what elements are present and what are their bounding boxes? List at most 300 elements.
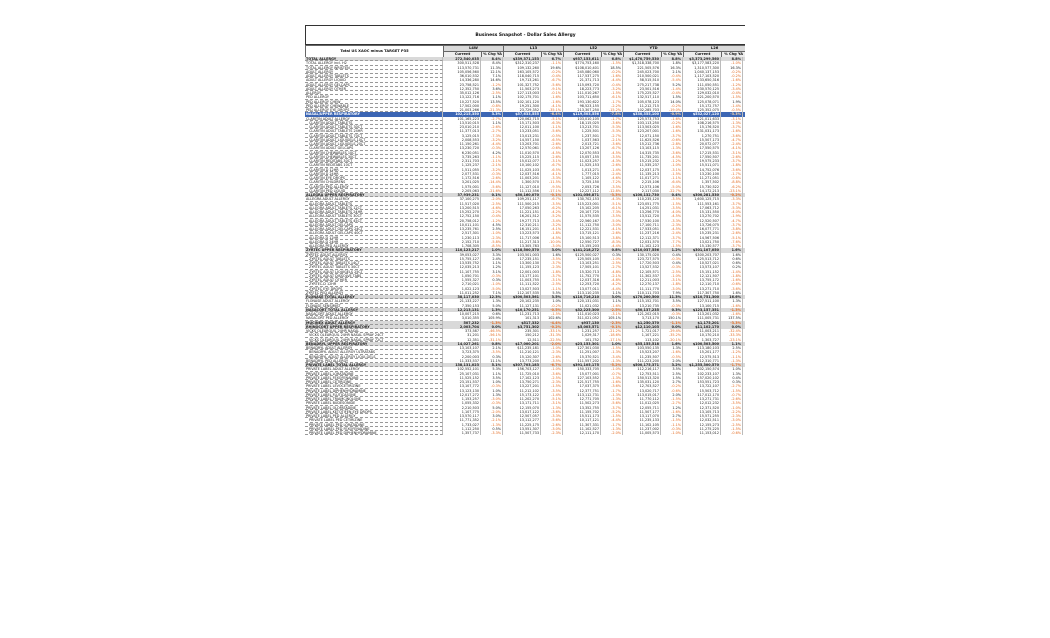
pct-chg-cell: -4.3% xyxy=(601,197,623,201)
current-cell: 103,113,250 xyxy=(623,121,661,125)
current-cell: 13,103,115 xyxy=(623,146,661,150)
current-cell: 7,350,153 xyxy=(443,304,481,308)
row-label: ADULT ALLERGY OTHER xyxy=(305,87,443,91)
pct-chg-cell: -2.3% xyxy=(541,431,563,435)
pct-chg-cell: -4.7% xyxy=(721,138,743,142)
current-cell: 112,310,771 xyxy=(683,359,721,363)
pct-chg-cell: -1.0% xyxy=(721,406,743,410)
current-cell: 31,201 xyxy=(443,333,481,337)
current-cell: 15,225,115 xyxy=(503,155,541,159)
pct-chg-cell: 1.3% xyxy=(721,299,743,303)
pct-chg-cell: 5.1% xyxy=(481,363,503,367)
current-cell: 6,230,051 xyxy=(443,151,481,155)
table-row xyxy=(305,431,745,435)
current-cell: 15,102,205 xyxy=(563,206,601,210)
pct-chg-cell: -4.2% xyxy=(601,282,623,286)
current-cell: 17,235,151 xyxy=(503,257,541,261)
pct-chg-cell: -1.3% xyxy=(601,359,623,363)
row-label: ZYRTEC ADULT LIQUIGELS 25CT xyxy=(305,270,443,274)
current-cell: 13,210,735 xyxy=(623,304,661,308)
pct-chg-cell: -3.6% xyxy=(601,384,623,388)
pct-chg-cell: 1.3% xyxy=(481,393,503,397)
current-cell: 12,550,727 xyxy=(563,240,601,244)
pct-chg-cell: -8.3% xyxy=(601,240,623,244)
current-cell: 102,233,107 xyxy=(683,372,721,376)
pct-chg-cell: -3.5% xyxy=(661,206,683,210)
pct-chg-cell: -2.0% xyxy=(481,197,503,201)
current-cell: 21,133,227 xyxy=(443,299,481,303)
pct-chg-cell: -4.5% xyxy=(601,151,623,155)
pct-chg-cell: -0.3% xyxy=(481,172,503,176)
current-cell: 13,270,702 xyxy=(683,214,721,218)
pct-chg-cell: -4.1% xyxy=(541,172,563,176)
pct-chg-cell: -1.2% xyxy=(481,83,503,87)
current-cell: 17,102,123 xyxy=(503,376,541,380)
pct-chg-cell: -3.0% xyxy=(661,287,683,291)
current-cell: 1,357,737 xyxy=(443,431,481,435)
row-label: CLARITIN CHEWABLES 10CT xyxy=(305,151,443,155)
current-cell: 121,202,015 xyxy=(623,312,661,316)
pct-chg-cell: -3.7% xyxy=(541,274,563,278)
current-cell: 12,112,371 xyxy=(623,236,661,240)
pct-chg-cell: 1.2% xyxy=(661,248,683,252)
current-cell: $35,155,518 xyxy=(623,342,661,346)
pct-chg-cell: 0.0% xyxy=(661,325,683,329)
pct-chg-cell: 16.3% xyxy=(661,66,683,70)
pct-chg-cell: -2.3% xyxy=(601,321,623,325)
row-label: PRIVATE LABEL PED ALLERGY xyxy=(305,414,443,418)
current-cell: 13,773,200 xyxy=(503,359,541,363)
subheader-pct-chg: % Chg YA xyxy=(543,52,562,56)
pct-chg-cell: -0.5% xyxy=(541,134,563,138)
current-cell: 15,171,503 xyxy=(503,121,541,125)
pct-chg-cell: -2.3% xyxy=(541,380,563,384)
row-label: PRIVATE LABEL LORATADINE xyxy=(305,372,443,376)
current-cell: $1,250,370 xyxy=(623,321,661,325)
pct-chg-cell: -0.3% xyxy=(661,257,683,261)
pct-chg-cell: -5.2% xyxy=(601,410,623,414)
pct-chg-cell: 1.0% xyxy=(601,342,623,346)
current-cell: 14,251,031 xyxy=(623,206,661,210)
pct-chg-cell: -4.0% xyxy=(661,210,683,214)
current-cell: $119,503,556 xyxy=(563,112,601,116)
current-cell: 11,102,123 xyxy=(623,244,661,248)
current-cell: 123,727,575 xyxy=(623,257,661,261)
pct-chg-cell: -3.6% xyxy=(721,134,743,138)
current-cell: 111,553,161 xyxy=(683,202,721,206)
pct-chg-cell: -1.0% xyxy=(661,431,683,435)
current-cell: 11,770,112 xyxy=(623,397,661,401)
current-cell: 12,070,553 xyxy=(563,151,601,155)
pct-chg-cell: -1.6% xyxy=(721,278,743,282)
pct-chg-cell: -4.4% xyxy=(601,287,623,291)
current-cell: 101,313 xyxy=(503,316,541,320)
current-cell: 12,155,070 xyxy=(503,406,541,410)
pct-chg-cell: -1.1% xyxy=(541,125,563,129)
current-cell: 23,501,516 xyxy=(623,87,661,91)
pct-chg-cell: -1.5% xyxy=(721,427,743,431)
row-label: BENADRYL ADULT ALLERGY xyxy=(305,346,443,350)
current-cell: 38,117,030 xyxy=(443,295,481,299)
pct-chg-cell: -5.0% xyxy=(661,185,683,189)
pct-chg-cell: -1.7% xyxy=(721,363,743,367)
pct-chg-cell: 2.5% xyxy=(661,372,683,376)
current-cell: 23,729,352 xyxy=(503,108,541,112)
row-label: PRIVATE LABEL FLUTICASONE xyxy=(305,393,443,397)
current-cell: 12,111,170 xyxy=(563,431,601,435)
current-cell: 20,758,012 xyxy=(443,219,481,223)
pct-chg-cell: 1.0% xyxy=(481,248,503,252)
current-cell: 11,525,152 xyxy=(443,376,481,380)
current-cell: 1,055,332 xyxy=(443,401,481,405)
pct-chg-cell: 6.7% xyxy=(541,57,563,61)
current-cell: 103,501,003 xyxy=(503,253,541,257)
pct-chg-cell: -3.7% xyxy=(601,406,623,410)
pct-chg-cell: -0.5% xyxy=(541,308,563,312)
row-label: PRIVATE LABEL KETOTIFEN EYE DROPS xyxy=(305,410,443,414)
current-cell: 15,235,231 xyxy=(683,231,721,235)
row-label: CLARITIN D 24HR xyxy=(305,172,443,176)
current-cell: 11,021,032 xyxy=(563,304,601,308)
current-cell: 2,077,531 xyxy=(443,172,481,176)
pct-chg-cell: 11.1% xyxy=(481,359,503,363)
current-cell: 15,176,520 xyxy=(683,125,721,129)
pct-chg-cell: 1.3% xyxy=(481,299,503,303)
pct-chg-cell: 8.4% xyxy=(481,61,503,65)
current-cell: 12,035,213 xyxy=(443,265,481,269)
pct-chg-cell: -1.1% xyxy=(721,355,743,359)
subheader-current: Current xyxy=(564,52,602,58)
pct-chg-cell: -0.4% xyxy=(721,91,743,95)
pct-chg-cell: -4.8% xyxy=(601,270,623,274)
pct-chg-cell: 150.1% xyxy=(661,316,683,320)
current-cell: 16,201,512 xyxy=(503,214,541,218)
pct-chg-cell: 7.9% xyxy=(661,291,683,295)
pct-chg-cell: -3.5% xyxy=(541,389,563,393)
pct-chg-cell: -35.2% xyxy=(661,333,683,337)
current-cell: 16,151,201 xyxy=(503,227,541,231)
current-cell: 125,573,753 xyxy=(623,117,661,121)
pct-chg-cell: -1.0% xyxy=(661,274,683,278)
pct-chg-cell: -2.6% xyxy=(721,397,743,401)
pct-chg-cell: 1.8% xyxy=(661,61,683,65)
current-cell: 111,500,215 xyxy=(503,202,541,206)
pct-chg-cell: -2.6% xyxy=(601,163,623,167)
pct-chg-cell: 1.9% xyxy=(721,100,743,104)
current-cell: 102,552,101 xyxy=(443,367,481,371)
pct-chg-cell: -3.6% xyxy=(541,372,563,376)
pct-chg-cell: -1.3% xyxy=(601,427,623,431)
current-cell: 156,703,127 xyxy=(503,367,541,371)
current-cell: 1,575,001 xyxy=(443,185,481,189)
pct-chg-cell: -3.1% xyxy=(661,168,683,172)
current-cell: 1,237,501 xyxy=(563,134,601,138)
pct-chg-cell: -5.2% xyxy=(601,363,623,367)
row-label: ALLEGRA ADULT TABLETS 12CT xyxy=(305,206,443,210)
current-cell: 103,010,105 xyxy=(563,117,601,121)
current-cell: 11,112,556 xyxy=(503,189,541,193)
pct-chg-cell: 1.0% xyxy=(541,299,563,303)
current-cell: 13,123,130 xyxy=(443,389,481,393)
current-cell: 12,573,106 xyxy=(623,185,661,189)
current-cell: 17,720,503 xyxy=(623,261,661,265)
current-cell: 13,235,761 xyxy=(443,227,481,231)
current-cell: 13,230,100 xyxy=(683,172,721,176)
row-label: ALLEGRA ADULT ALLERGY xyxy=(305,197,443,201)
row-label: VICKS QLEARQUIL 24HR NASAL SPRAY 24CT xyxy=(305,333,443,337)
pct-chg-cell: 1.1% xyxy=(481,95,503,99)
pct-chg-cell: -1.1% xyxy=(541,61,563,65)
pct-chg-cell: 105.9% xyxy=(481,316,503,320)
pct-chg-cell: -3.7% xyxy=(721,125,743,129)
current-cell: 110,123,217 xyxy=(443,248,481,252)
current-cell: 120,131,031 xyxy=(563,299,601,303)
pct-chg-cell: -1.6% xyxy=(721,312,743,316)
pct-chg-cell: -15.2% xyxy=(601,108,623,112)
pct-chg-cell: -3.6% xyxy=(541,410,563,414)
current-cell: $101,056,871 xyxy=(563,193,601,197)
current-cell: 2,210,503 xyxy=(443,406,481,410)
row-label: ADULT ALLERGY GELCAPS xyxy=(305,83,443,87)
row-label: ALLERGY xyxy=(305,91,443,95)
pct-chg-cell: -4.3% xyxy=(601,159,623,163)
current-cell: 3,725,150 xyxy=(563,180,601,184)
pct-chg-cell: 0.5% xyxy=(481,427,503,431)
pct-chg-cell: -3.1% xyxy=(601,312,623,316)
pct-chg-cell: -0.2% xyxy=(601,70,623,74)
current-cell: 245,023,700 xyxy=(623,70,661,74)
current-cell: 11,251,007 xyxy=(563,350,601,354)
current-cell: 35,012,126 xyxy=(443,91,481,95)
current-cell: 13,551,307 xyxy=(503,427,541,431)
pct-chg-cell: -6.5% xyxy=(541,168,563,172)
current-cell: 12,121,507 xyxy=(683,274,721,278)
pct-chg-cell: 2.5% xyxy=(481,227,503,231)
pct-chg-cell: 1.1% xyxy=(481,121,503,125)
current-cell: 20,072,077 xyxy=(683,142,721,146)
current-cell: 11,202,270 xyxy=(503,397,541,401)
pct-chg-cell: 3.5% xyxy=(661,299,683,303)
pct-chg-cell: -1.3% xyxy=(541,406,563,410)
pct-chg-cell: -1.6% xyxy=(661,117,683,121)
current-cell: 11,112,750 xyxy=(563,223,601,227)
current-cell: 11,517,020 xyxy=(443,202,481,206)
row-label: ALLEGRA ADULT TABLETS 24HR xyxy=(305,210,443,214)
current-cell: 111,050,551 xyxy=(683,83,721,87)
row-label: NASACORT PED ALLERGY xyxy=(305,316,443,320)
current-cell: 123,051,775 xyxy=(623,202,661,206)
row-label: NASAL/UPPER RESPIRATORY xyxy=(305,112,443,116)
pct-chg-cell: -1.6% xyxy=(661,350,683,354)
current-cell: $118,500,570 xyxy=(503,248,541,252)
current-cell: $312,310,237 xyxy=(503,61,541,65)
current-cell: $300,203,707 xyxy=(683,253,721,257)
pct-chg-cell: -0.6% xyxy=(661,389,683,393)
pct-chg-cell: -21.3% xyxy=(481,108,503,112)
pct-chg-cell: -1.0% xyxy=(481,231,503,235)
pct-chg-cell: -1.6% xyxy=(721,129,743,133)
pct-chg-cell: -5.8% xyxy=(481,240,503,244)
current-cell: 300,511,528 xyxy=(443,61,481,65)
current-cell: 109,251,117 xyxy=(503,197,541,201)
current-cell: 13,527,532 xyxy=(623,265,661,269)
current-cell: 12,037,516 xyxy=(503,172,541,176)
current-cell: $210,037,556 xyxy=(623,248,661,252)
current-cell: 13,227,201 xyxy=(503,384,541,388)
current-cell: 127,103,552 xyxy=(563,376,601,380)
current-cell: $3,177,583,220 xyxy=(683,61,721,65)
pct-chg-cell: 1.1% xyxy=(601,291,623,295)
pct-chg-cell: 5.5% xyxy=(541,291,563,295)
pct-chg-cell: -1.7% xyxy=(601,100,623,104)
current-cell: $300,281,530 xyxy=(683,193,721,197)
row-label: MUCINEX ADULT ALLERGY xyxy=(305,321,443,325)
pct-chg-cell: -3.3% xyxy=(541,414,563,418)
row-label: ZYRTEC-D 12HR xyxy=(305,282,443,286)
current-cell: 2,013,721 xyxy=(563,142,601,146)
pct-chg-cell: -6.7% xyxy=(541,197,563,201)
current-cell: 117,307,750 xyxy=(683,291,721,295)
pct-chg-cell: -0.4% xyxy=(661,91,683,95)
current-cell: 11,155,702 xyxy=(563,410,601,414)
pct-chg-cell: -5.1% xyxy=(541,397,563,401)
current-cell: 1,708,305 xyxy=(443,244,481,248)
current-cell: 13,271,710 xyxy=(683,287,721,291)
current-cell: 1,721,017 xyxy=(623,329,661,333)
current-cell: 11,005,573 xyxy=(623,431,661,435)
pct-chg-cell: 1.6% xyxy=(541,253,563,257)
pct-chg-cell: -1.7% xyxy=(601,389,623,393)
pct-chg-cell: -6.1% xyxy=(601,95,623,99)
pct-chg-cell: -21.6% xyxy=(481,189,503,193)
current-cell: 18,115,025 xyxy=(563,121,601,125)
current-cell: 13,271,731 xyxy=(683,397,721,401)
pct-chg-cell: -2.4% xyxy=(601,172,623,176)
row-label: BENADRYL ADULT ALLERGY ULTRATABS xyxy=(305,350,443,354)
current-cell: 12,507,057 xyxy=(503,414,541,418)
pct-chg-cell: -2.2% xyxy=(601,104,623,108)
pct-chg-cell: -1.1% xyxy=(661,423,683,427)
pct-chg-cell: -4.5% xyxy=(661,214,683,218)
pct-chg-cell: -1.7% xyxy=(601,423,623,427)
row-label: CLARITIN ADULT LIQUIGELS 10CT xyxy=(305,138,443,142)
pct-chg-cell: 11.3% xyxy=(661,295,683,299)
row-label: PRIVATE LABEL PED CETIRIZINE xyxy=(305,418,443,422)
current-cell: 11,625,526 xyxy=(623,138,661,142)
pct-chg-cell: -3.0% xyxy=(541,244,563,248)
pct-chg-cell: -0.6% xyxy=(541,146,563,150)
pct-chg-cell: 0.1% xyxy=(481,193,503,197)
current-cell: 13,200,515 xyxy=(443,206,481,210)
row-label: CLARITIN ADULT TABLETS 30CT xyxy=(305,125,443,129)
current-cell: 118,040,715 xyxy=(503,74,541,78)
pct-chg-cell: -0.2% xyxy=(541,70,563,74)
pct-chg-cell: -5.3% xyxy=(601,125,623,129)
pct-chg-cell: -4.4% xyxy=(601,78,623,82)
current-cell: 15,507,173 xyxy=(683,138,721,142)
current-cell: 39,053,027 xyxy=(443,253,481,257)
current-cell: 14,315,735 xyxy=(623,151,661,155)
current-cell: 121,011,633 xyxy=(683,117,721,121)
current-cell: 13,100,715 xyxy=(683,304,721,308)
pct-chg-cell: -17.1% xyxy=(601,338,623,342)
current-cell: $170,200,500 xyxy=(623,295,661,299)
pct-chg-cell: -3.8% xyxy=(601,236,623,240)
current-cell: $301,107,050 xyxy=(683,248,721,252)
pct-chg-cell: -0.6% xyxy=(661,138,683,142)
current-cell: 15,057,155 xyxy=(563,155,601,159)
pct-chg-cell: -3.0% xyxy=(601,223,623,227)
row-label: PRIVATE LABEL BUDESONIDE xyxy=(305,401,443,405)
current-cell: 19,277,713 xyxy=(503,219,541,223)
current-cell: 11,507,177 xyxy=(623,410,661,414)
pct-chg-cell: -1.2% xyxy=(721,350,743,354)
row-label: ALLEGRA ADULT GELCAPS 40CT xyxy=(305,231,443,235)
current-cell: 11,212,102 xyxy=(503,389,541,393)
pct-chg-cell: -2.4% xyxy=(661,231,683,235)
pct-chg-cell: -4.4% xyxy=(601,418,623,422)
current-cell: $5,003,571 xyxy=(563,325,601,329)
current-cell: 275,217,738 xyxy=(623,83,661,87)
pct-chg-cell: -3.7% xyxy=(721,244,743,248)
pct-chg-cell: -1.3% xyxy=(481,321,503,325)
current-cell: 13,535,752 xyxy=(443,261,481,265)
current-cell: 213,307,250 xyxy=(563,108,601,112)
row-label: TOTAL ALLERGY WRISTEN xyxy=(305,66,443,70)
current-cell: 12,511 xyxy=(503,338,541,342)
pct-chg-cell: -9.5% xyxy=(541,185,563,189)
pct-chg-cell: -3.7% xyxy=(661,236,683,240)
pct-chg-cell: -11.5% xyxy=(541,180,563,184)
current-cell: 13,750,271 xyxy=(503,380,541,384)
pct-chg-cell: 6.8% xyxy=(601,57,623,61)
current-cell: $300,503,561 xyxy=(503,295,541,299)
pct-chg-cell: -1.0% xyxy=(721,61,743,65)
pct-chg-cell: 3.5% xyxy=(481,376,503,380)
pct-chg-cell: 3.5% xyxy=(541,295,563,299)
current-cell: 15,370,521 xyxy=(563,355,601,359)
current-cell: 1,117,103,520 xyxy=(683,74,721,78)
current-cell: 17,037,375 xyxy=(563,384,601,388)
current-cell: 20,107,725 xyxy=(563,210,601,214)
current-cell: 11,217,313 xyxy=(503,240,541,244)
current-cell: 272,540,035 xyxy=(443,57,481,61)
current-cell: 13,177,101 xyxy=(503,274,541,278)
current-cell: 13,573,107 xyxy=(683,265,721,269)
pct-chg-cell: -2.5% xyxy=(721,423,743,427)
row-label: CLARITIN REDITABS 10CT xyxy=(305,163,443,167)
pct-chg-cell: 3.0% xyxy=(601,295,623,299)
current-cell: 1,230,113 xyxy=(443,236,481,240)
pct-chg-cell: -1.8% xyxy=(541,270,563,274)
current-cell: 11,271,051 xyxy=(683,176,721,180)
pct-chg-cell: 0.3% xyxy=(481,278,503,282)
pct-chg-cell: -4.5% xyxy=(541,151,563,155)
pct-chg-cell: -1.5% xyxy=(721,389,743,393)
current-cell: 11,377,013 xyxy=(443,129,481,133)
pct-chg-cell: -1.5% xyxy=(541,312,563,316)
pct-chg-cell: 3.5% xyxy=(661,367,683,371)
pct-chg-cell: -3.3% xyxy=(601,193,623,197)
current-cell: 13,122,716 xyxy=(443,95,481,99)
current-cell: 13,715,121 xyxy=(563,231,601,235)
current-cell: 1,357,502 xyxy=(683,180,721,184)
pct-chg-cell: -1.1% xyxy=(541,287,563,291)
current-cell: 1,555,327 xyxy=(443,278,481,282)
pct-chg-cell: -1.1% xyxy=(661,176,683,180)
current-cell: 13,223,573 xyxy=(503,231,541,235)
pct-chg-cell: 1.2% xyxy=(481,265,503,269)
